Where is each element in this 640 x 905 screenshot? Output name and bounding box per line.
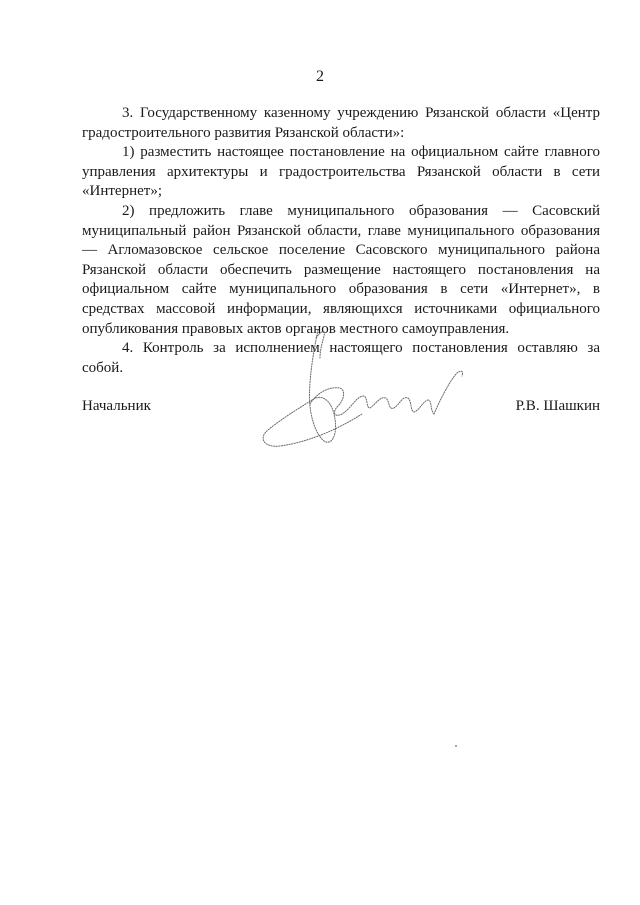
paragraph-3-item-2: 2) предложить главе муниципального образования — Сасовский муниципальный район Рязанской области, главе муниципального образования — Агломазовское сельское поселение Сасовского муниципального района Рязанской области обеспечить размещение настоящего постановления на официальном сайте муниципального образования в сети «Интернет», в средствах массовой информации, являющихся источниками официального опубликования правовых актов органов местного самоуправления. bbox=[82, 202, 600, 337]
paragraph-3: 3. Государственному казенному учреждению Рязанской области «Центр градостроительного развития Рязанской области»: bbox=[82, 105, 600, 141]
signer-name: Р.В. Шашкин bbox=[515, 398, 600, 414]
handwritten-signature bbox=[250, 318, 470, 468]
position-title: Начальник bbox=[82, 398, 151, 414]
paragraph-3-item-1: 1) разместить настоящее постановление на официальном сайте главного управления архитектуры и градостроительства Рязанской области в сети «Интернет»; bbox=[82, 144, 600, 200]
page-number: 2 bbox=[316, 68, 324, 85]
scan-speck bbox=[455, 745, 457, 747]
paragraph-4: 4. Контроль за исполнением настоящего постановления оставляю за собой. bbox=[82, 340, 600, 376]
